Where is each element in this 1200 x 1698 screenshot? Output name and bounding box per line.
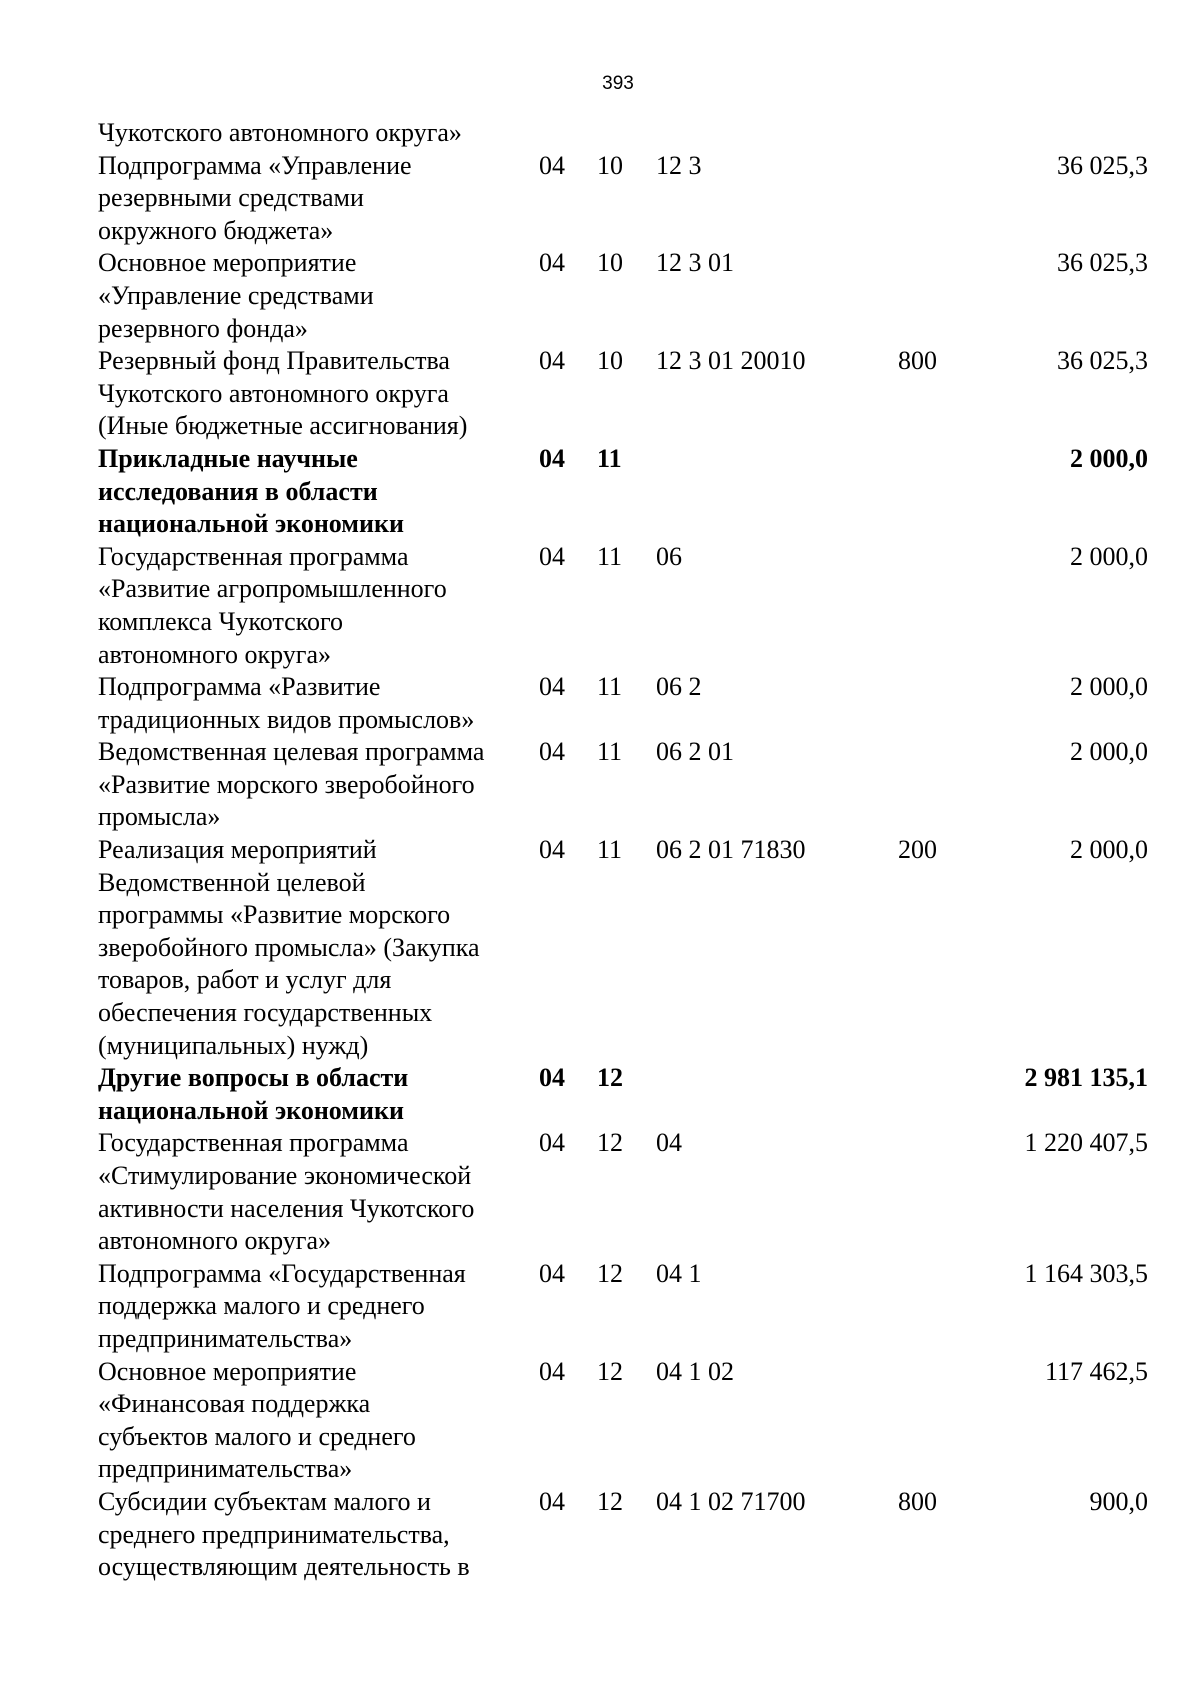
row-name-line: среднего предпринимательства, (98, 1519, 450, 1549)
row-name-line: Подпрограмма «Развитие (98, 672, 381, 702)
subsection-code-cell: 12 (597, 1486, 623, 1516)
expense-type-cell (898, 150, 978, 248)
amount-cell: 2 000,0 (1070, 835, 1148, 865)
row-name-line: «Финансовая поддержка (98, 1389, 371, 1419)
row-name-line: Государственная программа (98, 541, 409, 571)
target-article-cell (656, 117, 898, 150)
section-code-cell: 04 (539, 1063, 565, 1093)
section-code-cell: 04 (539, 1128, 565, 1158)
target-article-cell (656, 443, 898, 541)
row-name-line: резервными средствами (98, 183, 364, 213)
table-row (98, 443, 1148, 541)
amount-cell: 900,0 (1089, 1486, 1148, 1516)
row-name-line: Государственная программа (98, 1128, 409, 1158)
section-code-cell: 04 (539, 443, 565, 473)
amount-cell: 36 025,3 (1057, 248, 1148, 278)
table-row (98, 736, 1148, 834)
subsection-code-cell: 11 (597, 541, 623, 571)
subsection-code-cell: 10 (597, 346, 623, 376)
expense-type-cell (898, 443, 978, 541)
amount-cell: 2 000,0 (1070, 541, 1148, 571)
row-name-cell (98, 443, 539, 541)
amount-cell: 1 164 303,5 (1024, 1258, 1148, 1288)
expense-type-cell: 200 (898, 835, 937, 865)
subsection-code-cell: 11 (597, 737, 623, 767)
row-name-cell (98, 1127, 539, 1257)
table-row (98, 247, 1148, 345)
target-article-cell: 12 3 (656, 150, 702, 180)
target-article-cell: 12 3 01 (656, 248, 734, 278)
amount-cell: 1 220 407,5 (1024, 1128, 1148, 1158)
row-name-line: промысла» (98, 802, 221, 832)
amount-cell: 36 025,3 (1057, 346, 1148, 376)
row-name-line: предпринимательства» (98, 1454, 353, 1484)
expense-type-cell (898, 1258, 978, 1356)
row-name-cell (98, 345, 539, 443)
target-article-cell: 04 (656, 1128, 682, 1158)
row-name-line: Резервный фонд Правительства (98, 346, 450, 376)
row-name-line: «Управление средствами (98, 280, 374, 310)
row-name-line: Подпрограмма «Управление (98, 150, 412, 180)
row-name-line: «Развитие агропромышленного (98, 574, 447, 604)
target-article-cell (656, 1062, 898, 1127)
target-article-cell: 06 2 01 71830 (656, 835, 806, 865)
subsection-code-cell: 12 (597, 1356, 623, 1386)
row-name-line: (Иные бюджетные ассигнования) (98, 411, 468, 441)
amount-cell: 36 025,3 (1057, 150, 1148, 180)
row-name-line: исследования в области (98, 476, 378, 506)
row-name-line: Основное мероприятие (98, 248, 357, 278)
table-row (98, 541, 1148, 671)
section-code-cell (539, 117, 597, 150)
row-name-cell (98, 1486, 539, 1584)
table-row (98, 1356, 1148, 1486)
amount-cell (978, 117, 1148, 150)
row-name-line: Подпрограмма «Государственная (98, 1258, 466, 1288)
subsection-code-cell: 11 (597, 672, 623, 702)
subsection-code-cell: 10 (597, 248, 623, 278)
row-name-line: Ведомственной целевой (98, 867, 366, 897)
expense-type-cell (898, 1356, 978, 1486)
row-name-line: товаров, работ и услуг для (98, 965, 392, 995)
section-code-cell: 04 (539, 150, 565, 180)
row-name-line: Прикладные научные (98, 443, 358, 473)
expense-type-cell (898, 1127, 978, 1257)
row-name-line: «Стимулирование экономической (98, 1161, 472, 1190)
row-name-line: обеспечения государственных (98, 998, 433, 1028)
section-code-cell: 04 (539, 737, 565, 767)
row-name-line: национальной экономики (98, 509, 404, 539)
row-name-line: резервного фонда» (98, 313, 308, 343)
table-row (98, 1486, 1148, 1584)
row-name-cell (98, 541, 539, 671)
target-article-cell: 06 2 01 (656, 737, 734, 767)
section-code-cell: 04 (539, 672, 565, 702)
target-article-cell: 06 2 (656, 672, 702, 702)
table-row (98, 150, 1148, 248)
target-article-cell: 12 3 01 20010 (656, 346, 806, 376)
row-name-line: Ведомственная целевая программа (98, 737, 485, 767)
amount-cell: 2 000,0 (1070, 443, 1148, 473)
budget-table (98, 117, 1148, 1584)
row-name-line: Реализация мероприятий (98, 835, 377, 865)
table-row (98, 117, 1148, 150)
subsection-code-cell: 10 (597, 150, 623, 180)
expense-type-cell (898, 117, 978, 150)
expense-type-cell (898, 736, 978, 834)
row-name-line: зверобойного промысла» (Закупка (98, 932, 480, 962)
expense-type-cell: 800 (898, 346, 937, 376)
section-code-cell: 04 (539, 346, 565, 376)
row-name-cell (98, 1356, 539, 1486)
row-name-line: окружного бюджета» (98, 215, 334, 245)
row-name-line: осуществляющим деятельность в (98, 1552, 470, 1582)
section-code-cell: 04 (539, 1356, 565, 1386)
row-name-line: автономного округа» (98, 639, 331, 669)
section-code-cell: 04 (539, 1486, 565, 1516)
row-name-cell (98, 1062, 539, 1127)
row-name-line: (муниципальных) нужд) (98, 1030, 369, 1060)
row-name-line: Чукотского автономного округа» (98, 118, 462, 147)
section-code-cell: 04 (539, 248, 565, 278)
target-article-cell: 04 1 02 (656, 1356, 734, 1386)
expense-type-cell: 800 (898, 1486, 937, 1516)
target-article-cell: 04 1 02 71700 (656, 1486, 806, 1516)
row-name-line: Чукотского автономного округа (98, 378, 449, 408)
row-name-cell (98, 736, 539, 834)
row-name-cell (98, 1258, 539, 1356)
table-row (98, 1258, 1148, 1356)
subsection-code-cell: 12 (597, 1258, 623, 1288)
row-name-line: предпринимательства» (98, 1323, 353, 1353)
table-row (98, 834, 1148, 1062)
row-name-line: национальной экономики (98, 1095, 404, 1125)
table-row (98, 671, 1148, 736)
row-name-cell (98, 834, 539, 1062)
table-row (98, 1062, 1148, 1127)
subsection-code-cell: 12 (597, 1128, 623, 1158)
amount-cell: 2 000,0 (1070, 737, 1148, 767)
table-body (98, 117, 1148, 1584)
subsection-code-cell (597, 117, 656, 150)
row-name-cell (98, 150, 539, 248)
table-row (98, 345, 1148, 443)
section-code-cell: 04 (539, 541, 565, 571)
expense-type-cell (898, 671, 978, 736)
page-number: 393 (602, 73, 634, 94)
row-name-line: субъектов малого и среднего (98, 1421, 416, 1451)
expense-type-cell (898, 247, 978, 345)
subsection-code-cell: 11 (597, 835, 623, 865)
row-name-line: традиционных видов промыслов» (98, 704, 475, 734)
section-code-cell: 04 (539, 1258, 565, 1288)
row-name-line: активности населения Чукотского (98, 1193, 475, 1223)
table-row (98, 1127, 1148, 1257)
target-article-cell: 06 (656, 541, 682, 571)
amount-cell: 2 981 135,1 (1024, 1063, 1148, 1093)
expense-type-cell (898, 1062, 978, 1127)
row-name-cell (98, 117, 539, 150)
row-name-cell (98, 247, 539, 345)
row-name-line: Субсидии субъектам малого и (98, 1486, 431, 1516)
row-name-line: программы «Развитие морского (98, 900, 451, 930)
amount-cell: 2 000,0 (1070, 672, 1148, 702)
amount-cell: 117 462,5 (1044, 1356, 1148, 1386)
subsection-code-cell: 12 (597, 1063, 623, 1093)
expense-type-cell (898, 541, 978, 671)
row-name-line: автономного округа» (98, 1226, 331, 1256)
row-name-cell (98, 671, 539, 736)
section-code-cell: 04 (539, 835, 565, 865)
subsection-code-cell: 11 (597, 443, 622, 473)
row-name-line: поддержка малого и среднего (98, 1291, 425, 1321)
row-name-line: комплекса Чукотского (98, 606, 343, 636)
row-name-line: Другие вопросы в области (98, 1063, 409, 1093)
target-article-cell: 04 1 (656, 1258, 702, 1288)
row-name-line: Основное мероприятие (98, 1356, 357, 1386)
row-name-line: «Развитие морского зверобойного (98, 769, 475, 799)
